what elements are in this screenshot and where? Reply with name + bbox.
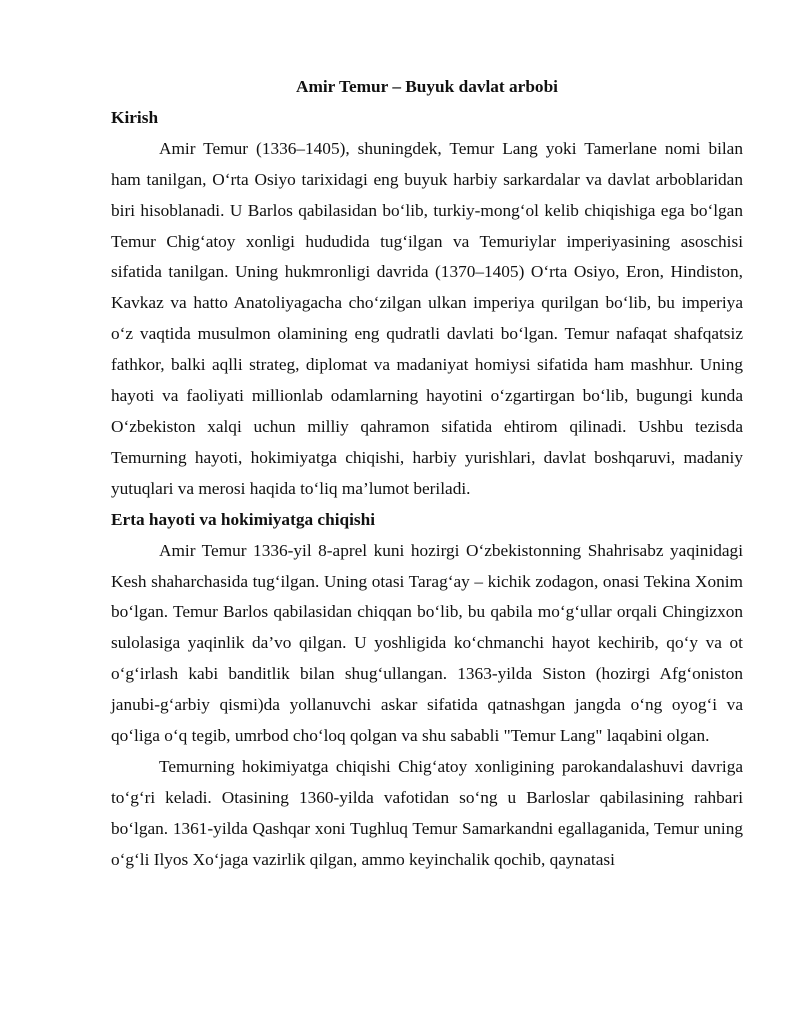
document-title: Amir Temur – Buyuk davlat arbobi bbox=[295, 77, 558, 96]
section-introduction bbox=[111, 103, 743, 505]
paragraph-early-life-1: Amir Temur 1336-yil 8-aprel kuni hozirgi O‘zbekistonning Shahrisabz yaqinidagi Kesh shaharchasida tug‘ilgan. Uning otasi Tarag‘ay – kichik zodagon, onasi Tekina Xonim bo‘lgan. Temur Barlos qabilasidan chiqqan bo‘lib, bu qabila mo‘g‘ullar orqali Chingizxon sulolasiga yaqinlik da’vo qilgan. U yoshligida ko‘chmanchi hayot kechirib, qo‘y va ot o‘g‘irlash kabi banditlik bilan shug‘ullangan. 1363-yilda Siston (hozirgi Afg‘oniston janubi-g‘arbiy qismi)da yollanuvchi askar sifatida qatnashgan jangda o‘ng oyog‘i va qo‘liga o‘q tegib, umrbod cho‘loq qolgan va shu sababli "Temur Lang" laqabini olgan. bbox=[111, 540, 743, 746]
section-early-life bbox=[111, 505, 743, 876]
section-heading-early-life: Erta hayoti va hokimiyatga chiqishi bbox=[111, 509, 376, 529]
section-heading-introduction: Kirish bbox=[111, 107, 159, 127]
paragraph-early-life-2: Temurning hokimiyatga chiqishi Chig‘atoy xonligining parokandalashuvi davriga to‘g‘ri keladi. Otasining 1360-yilda vafotidan so‘ng u Barloslar qabilasining rahbari bo‘lgan. 1361-yilda Qashqar xoni Tughluq Temur Samarkandni egallaganida, Temur uning o‘g‘li Ilyos Xo‘jaga vazirlik qilgan, ammo keyinchalik qochib, qaynatasi bbox=[111, 756, 743, 869]
paragraph-introduction: Amir Temur (1336–1405), shuningdek, Temur Lang yoki Tamerlane nomi bilan ham tanilgan, O‘rta Osiyo tarixidagi eng buyuk harbiy sarkardalar va davlat arboblaridan biri hisoblanadi. U Barlos qabilasidan bo‘lib, turkiy-mong‘ol kelib chiqishiga ega bo‘lgan Temur Chig‘atoy xonligi hududida tug‘ilgan va Temuriylar imperiyasining asoschisi sifatida tanilgan. Uning hukmronligi davrida (1370–1405) O‘rta Osiyo, Eron, Hindiston, Kavkaz va hatto Anatoliyagacha cho‘zilgan ulkan imperiya qurilgan bo‘lib, bu imperiya o‘z vaqtida musulmon olamining eng qudratli davlati bo‘lgan. Temur nafaqat shafqatsiz fathkor, balki aqlli strateg, diplomat va madaniyat homiysi sifatida ham mashhur. Uning hayoti va faoliyati millionlab odamlarning hayotini o‘zgartirgan bo‘lib, bugungi kunda O‘zbekiston xalqi uchun milliy qahramon sifatida ehtirom qilinadi. Ushbu tezisda Temurning hayoti, hokimiyatga chiqishi, harbiy yurishlari, davlat boshqaruvi, madaniy yutuqlari va merosi haqida to‘liq ma’lumot beriladi. bbox=[111, 138, 743, 498]
